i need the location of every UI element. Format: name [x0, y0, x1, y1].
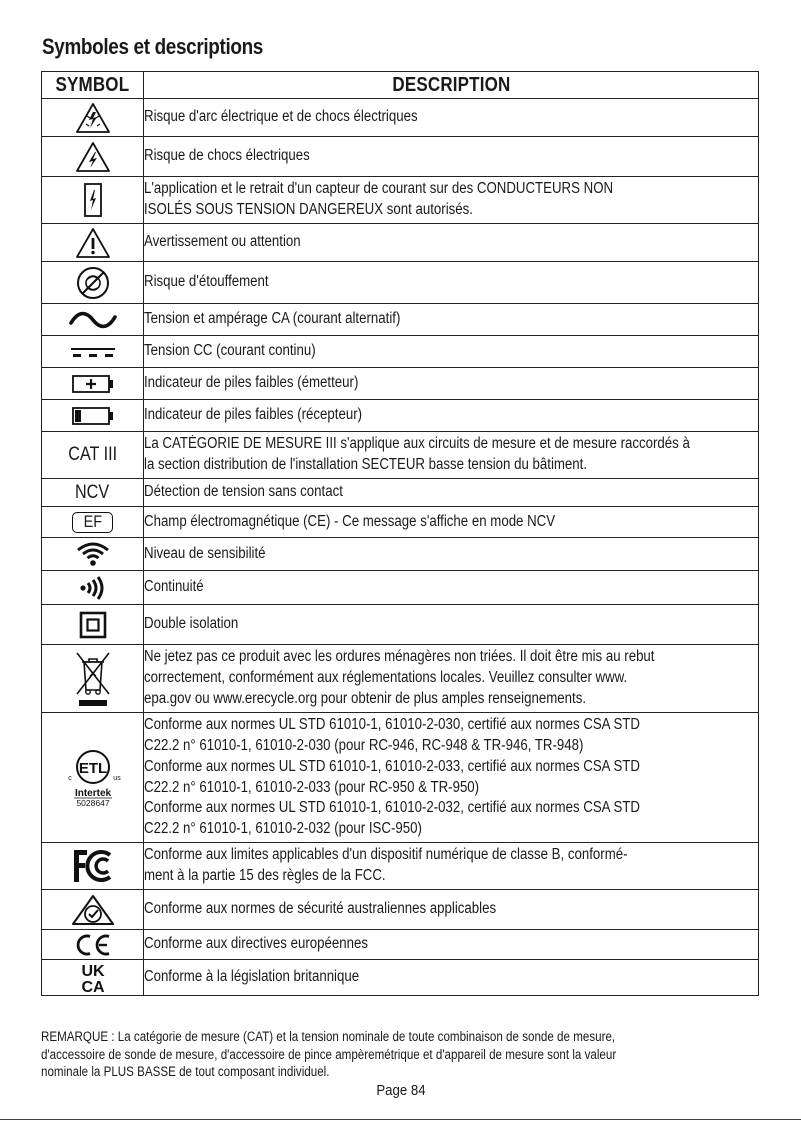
rcm-logo-icon [71, 894, 115, 926]
table-row [42, 479, 759, 507]
table-row [42, 400, 759, 432]
table-row [42, 713, 759, 843]
table-row [42, 304, 759, 336]
header-symbol: SYMBOL [42, 72, 144, 99]
note-line: REMARQUE : La catégorie de mesure (CAT) et la tension nominale de toute combinaison de sonde de mesure, [41, 1029, 616, 1044]
table-row [42, 605, 759, 645]
table-row [42, 137, 759, 177]
description-line: Risque d'étouffement [144, 273, 269, 291]
table-row [42, 99, 759, 137]
ef-symbol: EF [72, 512, 114, 533]
table-row [42, 507, 759, 538]
description-line: C22.2 n° 61010-1, 61010-2-030 (pour RC-946, RC-948 & TR-946, TR-948) [144, 736, 584, 754]
table-row [42, 960, 759, 996]
page-title: Symboles et descriptions [42, 34, 263, 59]
description-line: Continuité [144, 578, 204, 596]
table-row [42, 432, 759, 479]
table-row [42, 645, 759, 713]
bare-conductor-icon [83, 182, 103, 218]
description-line: Avertissement ou attention [144, 233, 301, 251]
description-line: Indicateur de piles faibles (récepteur) [144, 406, 363, 424]
table-row [42, 930, 759, 960]
svg-text:c: c [67, 774, 72, 782]
svg-text:5028647: 5028647 [75, 797, 110, 808]
page-number: Page 84 [375, 1082, 426, 1099]
table-row [42, 843, 759, 890]
battery-receiver-icon [71, 405, 115, 427]
description-line: Conforme aux limites applicables d'un dispositif numérique de classe B, conformé- [144, 846, 628, 864]
description-line: Niveau de sensibilité [144, 544, 266, 562]
cat-iii-symbol: CAT III [68, 444, 117, 465]
warning-exclamation-icon [75, 227, 111, 259]
svg-text:Intertek: Intertek [74, 787, 111, 799]
svg-text:UK: UK [80, 962, 105, 980]
table-row [42, 336, 759, 368]
note-line: nominale la PLUS BASSE de tout composant individuel. [41, 1064, 330, 1079]
ncv-symbol: NCV [75, 481, 110, 503]
description-line: Risque de chocs électriques [144, 147, 310, 165]
table-row [42, 890, 759, 930]
description-line: Champ électromagnétique (CE) - Ce message s'affiche en mode NCV [144, 512, 556, 530]
description-line: C22.2 n° 61010-1, 61010-2-032 (pour ISC-950) [144, 820, 422, 838]
description-line: Tension et ampérage CA (courant alternatif) [144, 310, 401, 328]
description-line: ISOLÉS SOUS TENSION DANGEREUX sont autorisés. [144, 201, 473, 218]
description-line: Double isolation [144, 615, 239, 633]
etl-certification-icon [61, 747, 125, 809]
description-line: Risque d'arc électrique et de chocs électriques [144, 108, 418, 126]
description-line: Conforme aux normes de sécurité australiennes applicables [144, 900, 497, 918]
description-line: Détection de tension sans contact [144, 483, 343, 501]
description-line: La CATÉGORIE DE MESURE III s'applique aux circuits de mesure et de mesure raccordés à [144, 435, 690, 453]
svg-text:ETL: ETL [78, 759, 107, 777]
svg-text:CA: CA [80, 978, 105, 994]
ukca-mark-icon [76, 962, 110, 994]
description-line: Conforme aux directives européennes [144, 935, 368, 953]
description-line: correctement, conformément aux réglementations locales. Veuillez consulter www. [144, 669, 628, 687]
table-row [42, 262, 759, 304]
table-row [42, 538, 759, 571]
description-line: Conforme aux normes UL STD 61010-1, 61010-2-032, certifié aux normes CSA STD [144, 799, 640, 817]
description-line: Conforme à la législation britannique [144, 968, 360, 986]
description-line: epa.gov ou www.erecycle.org pour obtenir de plus amples renseignements. [144, 689, 587, 707]
description-line: ment à la partie 15 des règles de la FCC. [144, 867, 386, 884]
electric-shock-warning-icon [75, 141, 111, 173]
ac-wave-icon [68, 311, 118, 329]
double-insulation-icon [79, 611, 107, 639]
description-line: la section distribution de l'installation SECTEUR basse tension du bâtiment. [144, 456, 588, 473]
table-row [42, 224, 759, 262]
symbols-table [41, 71, 759, 996]
description-line: Ne jetez pas ce produit avec les ordures ménagères non triées. Il doit être mis au rebut [144, 648, 655, 666]
battery-transmitter-icon [71, 373, 115, 395]
description-line: Conforme aux normes UL STD 61010-1, 61010-2-033, certifié aux normes CSA STD [144, 757, 640, 775]
svg-text:us: us [112, 774, 121, 782]
continuity-sound-icon [78, 576, 108, 600]
remark-note [41, 1028, 755, 1081]
table-header-row [42, 72, 759, 99]
description-line: Conforme aux normes UL STD 61010-1, 61010-2-030, certifié aux normes CSA STD [144, 716, 640, 734]
dc-symbol-icon [69, 345, 117, 359]
crossed-bin-icon [73, 650, 113, 708]
description-line: Indicateur de piles faibles (émetteur) [144, 374, 359, 392]
arc-flash-warning-icon [75, 102, 111, 134]
description-line: Tension CC (courant continu) [144, 342, 316, 360]
description-line: C22.2 n° 61010-1, 61010-2-033 (pour RC-950 & TR-950) [144, 778, 480, 796]
table-row [42, 368, 759, 400]
table-row [42, 177, 759, 224]
note-line: d'accessoire de sonde de mesure, d'accessoire de pince ampèremétrique et d'appareil de mesure sont la valeur [41, 1046, 617, 1062]
choking-hazard-icon [76, 266, 110, 300]
table-row [42, 571, 759, 605]
ce-mark-icon [73, 934, 113, 956]
sensitivity-signal-icon [76, 541, 110, 567]
bottom-rule [0, 1119, 801, 1120]
header-description: DESCRIPTION [144, 72, 759, 99]
fcc-logo-icon [71, 847, 115, 885]
description-line: L'application et le retrait d'un capteur de courant sur des CONDUCTEURS NON [144, 180, 614, 198]
